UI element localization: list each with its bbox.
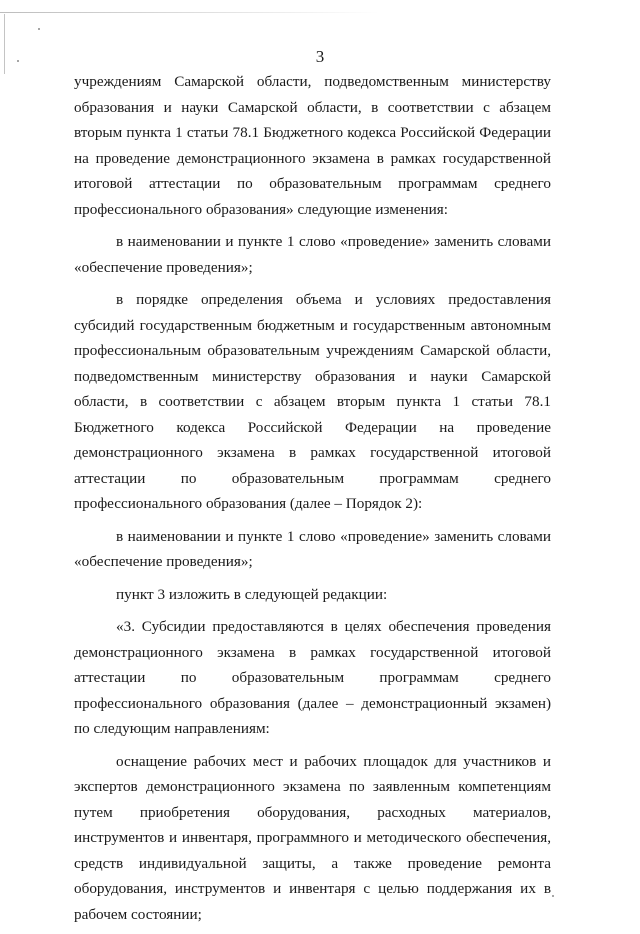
scan-speck xyxy=(38,28,40,30)
scan-edge-top xyxy=(0,12,380,13)
paragraph: «3. Субсидии предоставляются в целях обеспечения проведения демонстрационного экзамена в рамках государственной итоговой аттестации по образовательным программам среднего профессионального образования (далее – демонстрационный экзамен) по следующим направлениям: xyxy=(74,618,551,737)
paragraph: в порядке определения объема и условиях предоставления субсидий государственным бюджетным и государственным автономным профессиональным образовательным учреждениям Самарской области, подведомственным министерству образования и науки Самарской области, в соответствии с абзацем вторым пункта 1 статьи 78.1 Бюджетного кодекса Российской Федерации на проведение демонстрационного экзамена в рамках государственной итоговой аттестации по образовательным программам среднего профессионального образования (далее – Порядок 2): xyxy=(74,291,551,512)
paragraph: пункт 3 изложить в следующей редакции: xyxy=(116,585,388,603)
page-number: 3 xyxy=(315,47,325,66)
scan-speck xyxy=(552,895,554,897)
paragraph: оснащение рабочих мест и рабочих площадок для участников и экспертов демонстрационного экзамена по заявленным компетенциям путем приобретения оборудования, расходных материалов, инструментов и инвентаря, программного и методического обеспечения, средств индивидуальной защиты, а также проведение ремонта оборудования, инструментов и инвентаря с целью поддержания их в рабочем состоянии; xyxy=(74,752,551,923)
paragraph: учреждениям Самарской области, подведомственным министерству образования и науки Самарской области, в соответствии с абзацем вторым пункта 1 статьи 78.1 Бюджетного кодекса Российской Федерации на проведение демонстрационного экзамена в рамках государственной итоговой аттестации по образовательным программам среднего профессионального образования» следующие изменения: xyxy=(74,73,551,218)
document-body xyxy=(74,69,551,934)
paragraph: в наименовании и пункте 1 слово «проведение» заменить словами «обеспечение проведения»; xyxy=(74,527,551,570)
paragraph: в наименовании и пункте 1 слово «проведение» заменить словами «обеспечение проведения»; xyxy=(74,233,551,276)
